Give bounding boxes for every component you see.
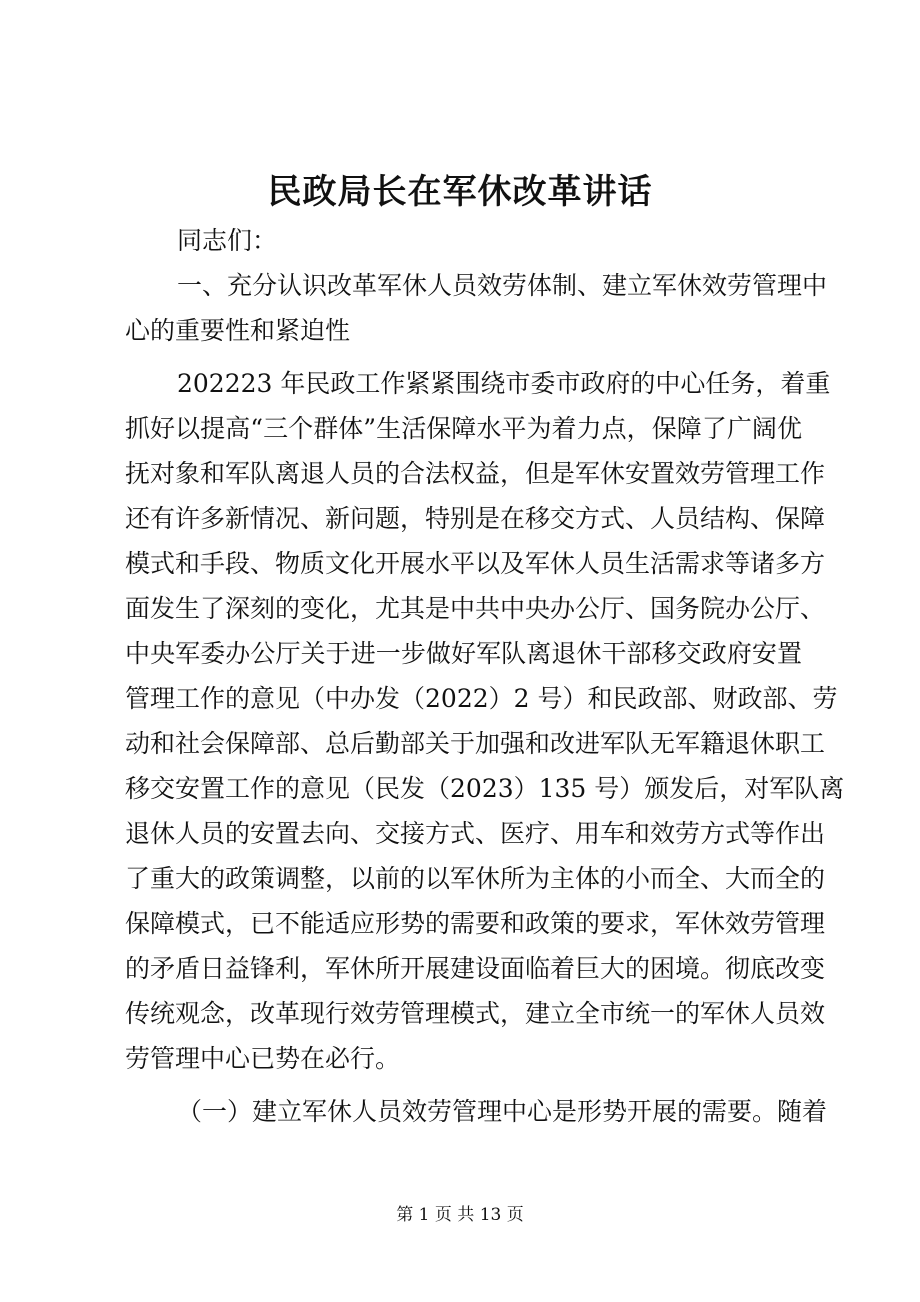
paragraph-line: 中央军委办公厅关于进一步做好军队离退休干部移交政府安置: [125, 639, 802, 668]
paragraph-line: 了重大的政策调整，以前的以军休所为主体的小而全、大而全的: [125, 864, 826, 893]
document-title: 民政局长在军休改革讲话: [267, 172, 653, 212]
document-body: [125, 218, 845, 1134]
section-heading-line: 心的重要性和紧迫性: [125, 316, 351, 345]
page-footer: 第 1 页 共 13 页: [396, 1205, 524, 1225]
paragraph-line: 保障模式，已不能适应形势的需要和政策的要求，军休效劳管理: [125, 909, 826, 938]
paragraph-line: 面发生了深刻的变化，尤其是中共中央办公厅、国务院办公厅、: [125, 594, 826, 623]
paragraph-2: [125, 1089, 828, 1134]
paragraph-line: 模式和手段、物质文化开展水平以及军休人员生活需求等诸多方: [125, 549, 826, 578]
paragraph-line: 动和社会保障部、总后勤部关于加强和改进军队无军籍退休职工: [125, 729, 826, 758]
paragraph-1: [125, 361, 845, 1081]
section-heading-line: 一、充分认识改革军休人员效劳体制、建立军休效劳管理中: [177, 271, 828, 300]
paragraph-line: 的矛盾日益锋利，军休所开展建设面临着巨大的困境。彻底改变: [125, 954, 826, 983]
paragraph-line: 202223 年民政工作紧紧围绕市委市政府的中心任务，着重: [177, 369, 831, 398]
greeting: 同志们：: [177, 226, 278, 255]
paragraph-line: 还有许多新情况、新问题，特别是在移交方式、人员结构、保障: [125, 504, 826, 533]
paragraph-line: 管理工作的意见（中办发（2022）2 号）和民政部、财政部、劳: [125, 684, 838, 713]
paragraph-line: 传统观念，改革现行效劳管理模式，建立全市统一的军休人员效: [125, 999, 826, 1028]
section-heading: [125, 263, 828, 353]
paragraph-line: 劳管理中心已势在必行。: [125, 1044, 401, 1073]
paragraph-line: 退休人员的安置去向、交接方式、医疗、用车和效劳方式等作出: [125, 819, 826, 848]
paragraph-line: 抚对象和军队离退人员的合法权益，但是军休安置效劳管理工作: [125, 459, 826, 488]
paragraph-line: （一）建立军休人员效劳管理中心是形势开展的需要。随着: [177, 1097, 828, 1126]
paragraph-line: 抓好以提高“三个群体”生活保障水平为着力点，保障了广阔优: [125, 414, 802, 443]
paragraph-line: 移交安置工作的意见（民发（2023）135 号）颁发后，对军队离: [125, 774, 845, 803]
